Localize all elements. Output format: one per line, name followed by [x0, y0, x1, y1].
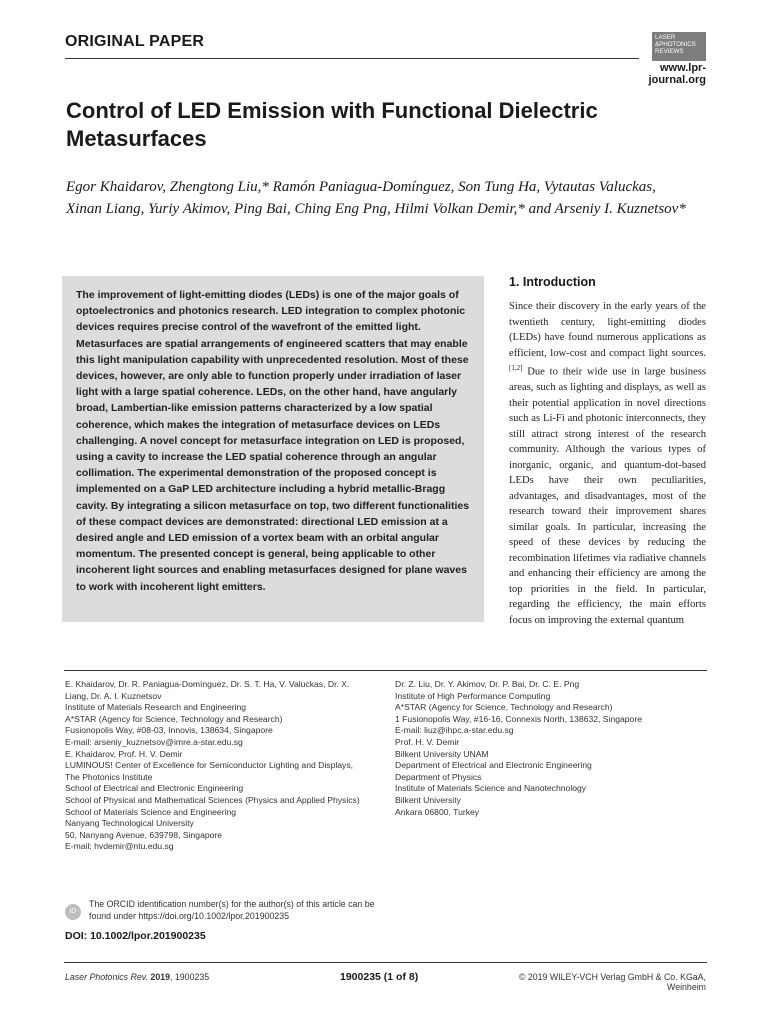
affiliation-line: Nanyang Technological University: [65, 818, 194, 829]
affiliation-line: E. Khaidarov, Dr. R. Paniagua-Domínguez, Dr. S. T. Ha, V. Valuckas, Dr. X. Liang, Dr. A. I. Kuznetsov: [65, 679, 350, 701]
affiliation-line: Fusionopolis Way, #08-03, Innovis, 138634, Singapore: [65, 725, 273, 736]
journal-logo-line: LASER: [655, 34, 676, 41]
affiliation-line: Bilkent University: [395, 794, 461, 805]
affiliation-line: 1 Fusionopolis Way, #16-16, Connexis North, 138632, Singapore: [395, 713, 642, 724]
footer-citation: [65, 972, 209, 982]
footer-journal: Laser Photonics Rev.: [65, 972, 148, 982]
affiliation-line: School of Materials Science and Engineering: [65, 806, 237, 817]
affiliation-line: 50, Nanyang Avenue, 639798, Singapore: [65, 829, 223, 840]
affiliation-line: Bilkent University UNAM: [395, 748, 489, 759]
affiliation-line[interactable]: E-mail: liuz@ihpc.a-star.edu.sg: [395, 725, 514, 736]
footer-rule: [64, 962, 707, 963]
affiliation-line: Institute of Materials Research and Engineering: [65, 702, 247, 713]
orcid-note: The ORCID identification number(s) for the author(s) of this article can be found under https://doi.org/10.1002/lpor.201900235: [89, 899, 375, 921]
affiliation-line: Department of Physics: [395, 771, 482, 782]
journal-logo: [652, 32, 706, 61]
journal-url[interactable]: www.lpr-journal.org: [648, 62, 706, 86]
page-number: 1900235 (1 of 8): [340, 971, 419, 983]
affiliation-line: E. Khaidarov, Prof. H. V. Demir: [65, 748, 183, 759]
author-list: Egor Khaidarov, Zhengtong Liu,* Ramón Paniagua-Domínguez, Son Tung Ha, Vytautas Valuckas, Xinan Liang, Yuriy Akimov, Ping Bai, Ching Eng Png, Hilmi Volkan Demir,* and Arseniy I. Kuznetsov*: [66, 179, 686, 217]
intro-text-part: Since their discovery in the early years of the twentieth century, light-emitting diodes (LEDs) have found numerous applications as efficient, low-cost and compact light sources.: [509, 301, 706, 359]
section-label: ORIGINAL PAPER: [65, 33, 205, 50]
journal-logo-line: &PHOTONICS: [655, 41, 696, 48]
affiliation-line: Dr. Z. Liu, Dr. Y. Akimov, Dr. P. Bai, Dr. C. E. Png: [395, 679, 580, 689]
affiliation-line: Ankara 06800, Turkey: [395, 806, 480, 817]
affiliation-line: Prof. H. V. Demir: [395, 736, 460, 747]
affiliation-line: School of Electrical and Electronic Engineering: [65, 783, 244, 794]
affiliation-rule: [64, 670, 707, 671]
affiliation-line[interactable]: E-mail: hvdemir@ntu.edu.sg: [65, 841, 174, 852]
affiliation-line: Institute of High Performance Computing: [395, 690, 551, 701]
section-heading: 1. Introduction: [509, 275, 596, 289]
abstract-text: The improvement of light-emitting diodes (LEDs) is one of the major goals of optoelectronics and photonics research. LED integration to complex photonic devices requires precise control of the wavefront of the emitted light. Metasurfaces are spatial arrangements of engineered scatters that may enable this light manipulation capability with unprecedented resolution. Most of these devices, however, are only able to function properly under irradiation of laser light with a large spatial coherence. LEDs, on the other hand, have angularly broad, Lambertian-like emission patterns characterized by a low spatial coherence, which makes the integration of metasurface devices on LEDs challenging. A novel concept for metasurface integration on LED is proposed, using a cavity to increase the LED spatial coherence through an angular collimation. The experimental demonstration of the proposed concept is implemented on a GaP LED architecture including a hybrid metallic-Bragg cavity. By integrating a silicon metasurface on top, two different functionalities of these compact devices are demonstrated: directional LED emission at a desired angle and LED emission of a vortex beam with an orbital angular momentum. The presented concept is general, being applicable to other incoherent light sources and enabling metasurfaces designed for plane waves to work with incoherent light emitters.: [76, 289, 470, 593]
intro-paragraph: [509, 299, 706, 628]
intro-text-part: Due to their wide use in large business areas, such as lighting and displays, as well as their potential application in novel directions such as Li-Fi and photonic interconnects, they still attract strong interest of the research community. Although the various types of inorganic, organic, and quantum-dot-based LEDs have their own peculiarities, advantages, and disadvantages, most of the research toward their improvement shares similar goals. In particular, increasing the speed of these devices by reducing the recombination lifetimes via radiative channels and enhancing their efficiency are among the top priorities in the field. In particular, regarding the efficiency, the main efforts focus on improving the external quantum: [509, 366, 706, 626]
footer-year: 2019: [150, 972, 170, 982]
affiliation-line: Department of Electrical and Electronic Engineering: [395, 760, 592, 771]
paper-title: Control of LED Emission with Functional Dielectric Metasurfaces: [66, 98, 598, 151]
journal-logo-line: REVIEWS: [655, 48, 684, 55]
doi[interactable]: DOI: 10.1002/lpor.201900235: [65, 930, 206, 942]
orcid-icon: iD: [65, 904, 81, 920]
footer-article-number: , 1900235: [170, 972, 210, 982]
affiliation-line: A*STAR (Agency for Science, Technology and Research): [65, 713, 283, 724]
affiliation-line: A*STAR (Agency for Science, Technology and Research): [395, 702, 613, 713]
affiliation-line: School of Physical and Mathematical Sciences (Physics and Applied Physics): [65, 794, 360, 805]
citation[interactable]: [1,2]: [509, 364, 523, 372]
affiliation-line: LUMINOUS! Center of Excellence for Semiconductor Lighting and Displays, The Photonics Institute: [65, 760, 354, 782]
copyright: © 2019 WILEY-VCH Verlag GmbH & Co. KGaA, Weinheim: [518, 972, 706, 992]
affiliation-line: Institute of Materials Science and Nanotechnology: [395, 783, 587, 794]
affiliations-right: [395, 679, 695, 818]
affiliation-line[interactable]: E-mail: arseniy_kuznetsov@imre.a-star.edu.sg: [65, 736, 243, 747]
header-rule: [65, 58, 639, 59]
affiliations-left: [65, 679, 365, 853]
